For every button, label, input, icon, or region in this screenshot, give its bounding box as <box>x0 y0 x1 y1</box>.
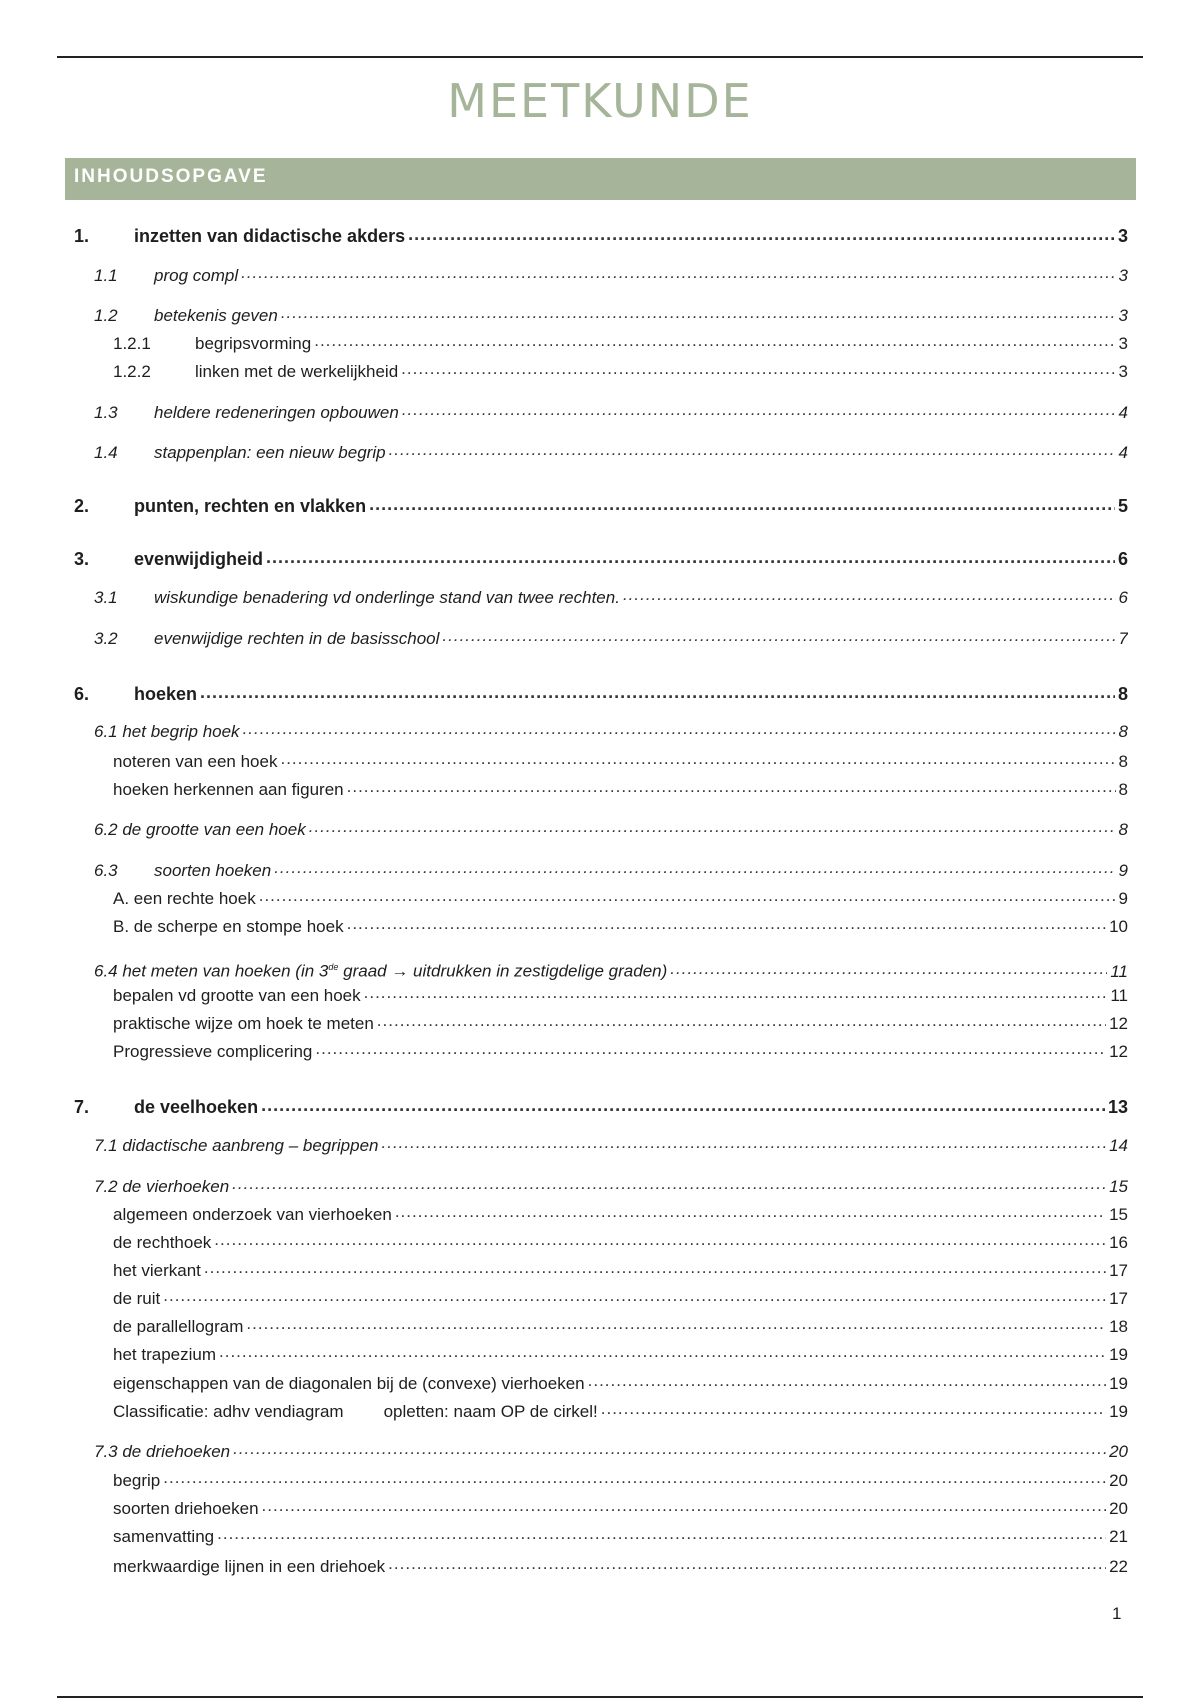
leader-dots <box>388 1556 1106 1572</box>
leader-dots <box>281 305 1116 321</box>
leader-dots <box>219 1344 1106 1360</box>
toc-entry-7-2[interactable]: 7.2 de vierhoeken ..... 15 <box>94 1176 1128 1198</box>
toc-entry-6-1-b[interactable]: hoeken herkennen aan figuren ..... 8 <box>113 779 1128 801</box>
toc-entry-6[interactable]: 6. hoeken ..... 8 <box>74 683 1128 705</box>
toc-entry-6-1[interactable]: 6.1 het begrip hoek ..... 8 <box>94 721 1128 743</box>
leader-dots <box>402 402 1116 418</box>
leader-dots <box>163 1288 1106 1304</box>
toc-entry-6-4-c[interactable]: Progressieve complicering ..... 12 <box>113 1041 1128 1063</box>
leader-dots <box>369 496 1115 512</box>
leader-dots <box>214 1232 1106 1248</box>
toc-entry-1-4[interactable]: 1.4 stappenplan: een nieuw begrip ..... 4 <box>94 442 1128 464</box>
toc-entry-7-2-c[interactable]: het vierkant ..... 17 <box>113 1260 1128 1282</box>
toc-heading: INHOUDSOPGAVE <box>65 158 1136 200</box>
leader-dots <box>395 1204 1106 1220</box>
toc-entry-7[interactable]: 7. de veelhoeken ..... 13 <box>74 1096 1128 1118</box>
leader-dots <box>401 361 1115 377</box>
leader-dots <box>259 888 1116 904</box>
toc-entry-1[interactable]: 1. inzetten van didactische akders ..... 3 <box>74 225 1128 247</box>
toc-entry-6-3-b[interactable]: B. de scherpe en stompe hoek ..... 10 <box>113 916 1128 938</box>
toc-entry-7-2-h[interactable]: Classificatie: adhv vendiagram opletten: naam OP de cirkel! ..... 19 <box>113 1401 1128 1423</box>
toc-entry-7-1[interactable]: 7.1 didactische aanbreng – begrippen ..... 14 <box>94 1135 1128 1157</box>
toc-entry-7-3-c[interactable]: samenvatting ..... 21 <box>113 1526 1128 1548</box>
toc-entry-1-3[interactable]: 1.3 heldere redeneringen opbouwen ..... 4 <box>94 402 1128 424</box>
leader-dots <box>377 1013 1106 1029</box>
toc-entry-6-4-b[interactable]: praktische wijze om hoek te meten ..... 12 <box>113 1013 1128 1035</box>
toc-entry-7-2-d[interactable]: de ruit ..... 17 <box>113 1288 1128 1310</box>
leader-dots <box>347 779 1116 795</box>
toc-entry-7-2-f[interactable]: het trapezium ..... 19 <box>113 1344 1128 1366</box>
leader-dots <box>314 333 1115 349</box>
page-number: 1 <box>1112 1604 1122 1623</box>
toc-entry-6-3-a[interactable]: A. een rechte hoek ..... 9 <box>113 888 1128 910</box>
leader-dots <box>389 442 1116 458</box>
toc-entry-7-3-d[interactable]: merkwaardige lijnen in een driehoek ..... 22 <box>113 1556 1128 1578</box>
toc-entry-1-2-1[interactable]: 1.2.1 begripsvorming ..... 3 <box>113 333 1128 355</box>
leader-dots <box>262 1498 1107 1514</box>
toc-entry-6-4[interactable]: 6.4 het meten van hoeken (in 3de graad → uitdrukken in zestigdelige graden) ..... 11 <box>94 956 1128 983</box>
leader-dots <box>232 1176 1106 1192</box>
leader-dots <box>204 1260 1106 1276</box>
leader-dots <box>588 1373 1106 1389</box>
toc-entry-6-2[interactable]: 6.2 de grootte van een hoek ..... 8 <box>94 819 1128 841</box>
toc-entry-6-4-a[interactable]: bepalen vd grootte van een hoek ..... 11 <box>113 985 1128 1007</box>
toc-entry-7-2-g[interactable]: eigenschappen van de diagonalen bij de (convexe) vierhoeken ..... 19 <box>113 1373 1128 1395</box>
leader-dots <box>382 1135 1107 1151</box>
leader-dots <box>347 916 1106 932</box>
leader-dots <box>601 1401 1106 1417</box>
toc-entry-3[interactable]: 3. evenwijdigheid ..... 6 <box>74 548 1128 570</box>
leader-dots <box>163 1470 1106 1486</box>
leader-dots <box>280 751 1115 767</box>
toc-entry-6-1-a[interactable]: noteren van een hoek ..... 8 <box>113 751 1128 773</box>
leader-dots <box>217 1526 1106 1542</box>
toc-entry-7-3-b[interactable]: soorten driehoeken ..... 20 <box>113 1498 1128 1520</box>
leader-dots <box>364 985 1108 1001</box>
leader-dots <box>233 1441 1106 1457</box>
toc-entry-6-3[interactable]: 6.3 soorten hoeken ..... 9 <box>94 860 1128 882</box>
leader-dots <box>200 684 1115 700</box>
toc-entry-2[interactable]: 2. punten, rechten en vlakken ..... 5 <box>74 495 1128 517</box>
toc-entry-7-3-a[interactable]: begrip ..... 20 <box>113 1470 1128 1492</box>
toc-entry-1-2[interactable]: 1.2 betekenis geven ..... 3 <box>94 305 1128 327</box>
toc-entry-7-2-b[interactable]: de rechthoek ..... 16 <box>113 1232 1128 1254</box>
leader-dots <box>442 628 1115 644</box>
toc-entry-3-2[interactable]: 3.2 evenwijdige rechten in de basisschool ..... 7 <box>94 628 1128 650</box>
leader-dots <box>670 961 1107 977</box>
toc-entry-3-1[interactable]: 3.1 wiskundige benadering vd onderlinge stand van twee rechten. ..... 6 <box>94 587 1128 609</box>
leader-dots <box>309 819 1116 835</box>
leader-dots <box>274 860 1115 876</box>
leader-dots <box>266 549 1115 565</box>
leader-dots <box>241 265 1115 281</box>
leader-dots <box>243 721 1116 737</box>
toc-entry-1-1[interactable]: 1.1 prog compl ..... 3 <box>94 265 1128 287</box>
toc-entry-7-2-e[interactable]: de parallellogram ..... 18 <box>113 1316 1128 1338</box>
toc-entry-7-3[interactable]: 7.3 de driehoeken ..... 20 <box>94 1441 1128 1463</box>
toc-entry-1-2-2[interactable]: 1.2.2 linken met de werkelijkheid ..... 3 <box>113 361 1128 383</box>
leader-dots <box>315 1041 1106 1057</box>
bottom-rule <box>57 1696 1143 1698</box>
leader-dots <box>261 1097 1105 1113</box>
page-title: MEETKUNDE <box>447 74 753 128</box>
leader-dots <box>408 226 1115 242</box>
leader-dots <box>623 587 1116 603</box>
leader-dots <box>246 1316 1106 1332</box>
toc-entry-7-2-a[interactable]: algemeen onderzoek van vierhoeken ..... 15 <box>113 1204 1128 1226</box>
